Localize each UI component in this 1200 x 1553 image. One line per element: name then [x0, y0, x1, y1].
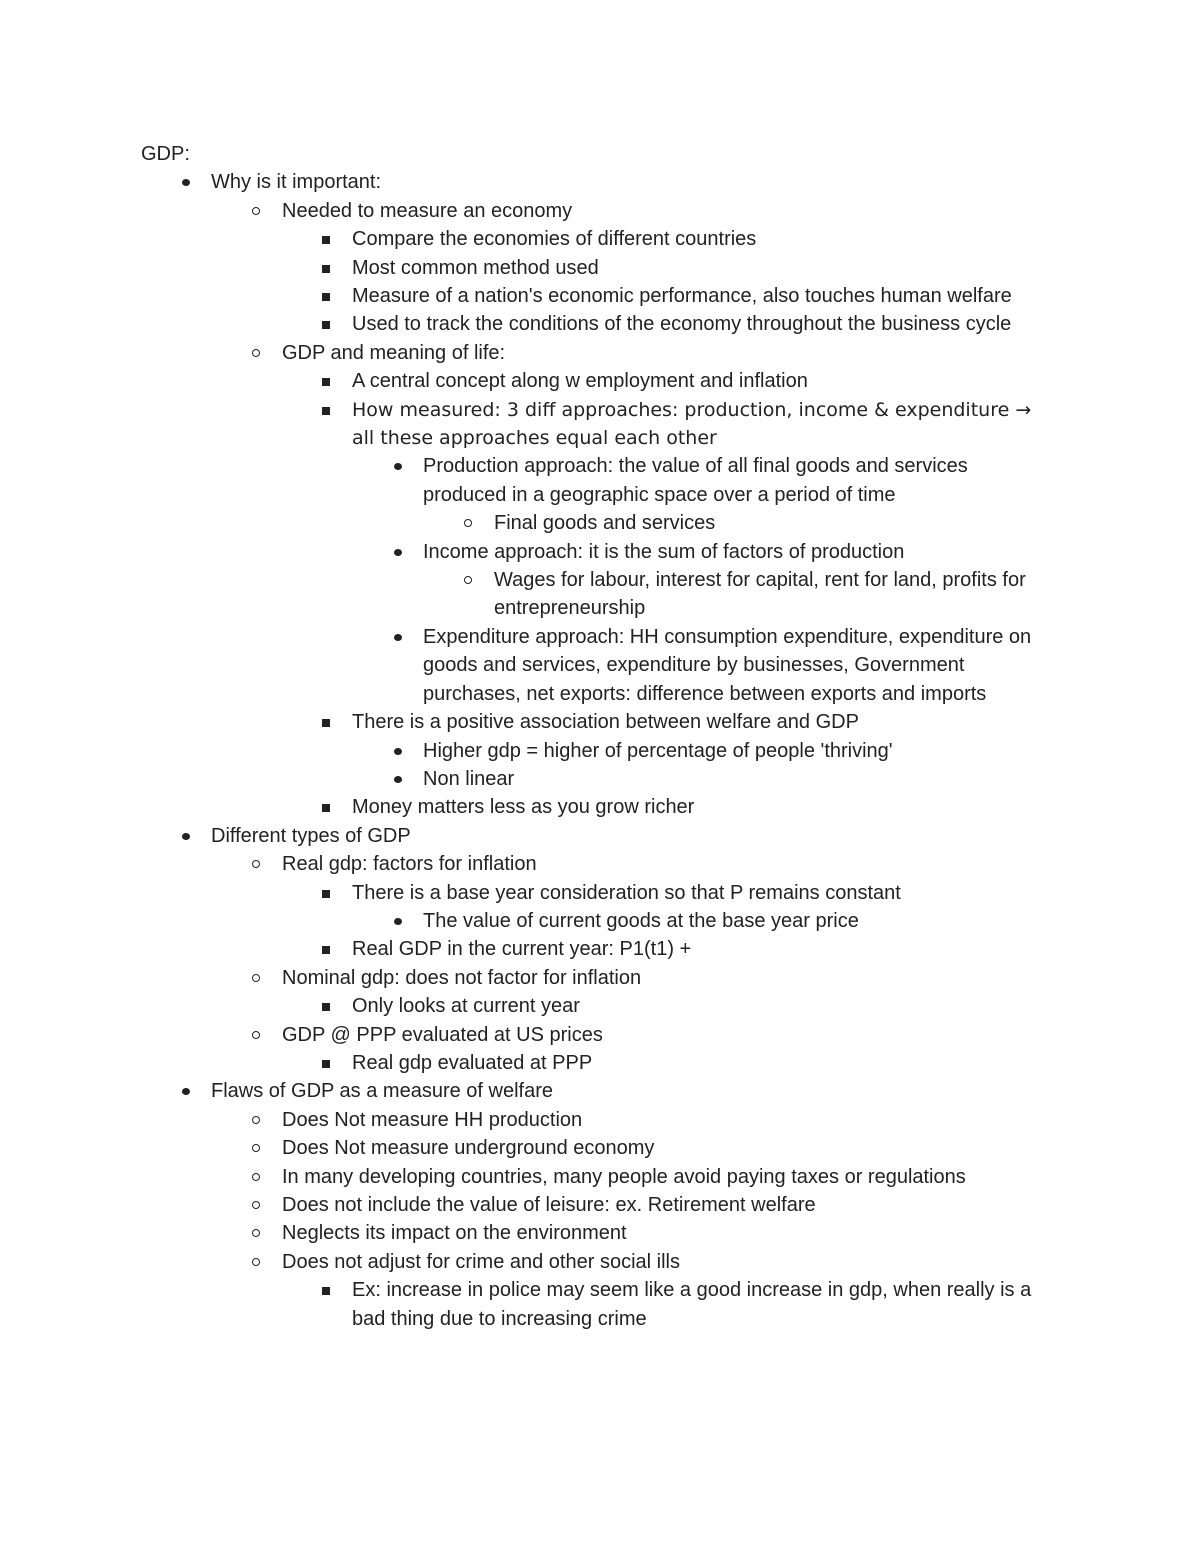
list-item: [352, 935, 1052, 963]
list-item: [423, 907, 1053, 935]
list-item-text: There is a base year consideration so that P remains constant: [352, 881, 901, 904]
list-item-text: Measure of a nation's economic performance, also touches human welfare: [352, 285, 1012, 308]
document-title: GDP:: [141, 143, 190, 165]
list-item: [282, 1163, 1052, 1191]
bullet-list: [0, 168, 1200, 1333]
square-bullet-icon: [317, 1276, 337, 1304]
list-item: [282, 964, 1052, 992]
circle-bullet-icon: [247, 850, 267, 878]
list-item: [282, 1106, 1052, 1134]
list-item-text: Why is it important:: [211, 171, 382, 194]
list-item: [282, 1134, 1052, 1162]
list-item: [282, 1248, 1052, 1276]
disc-bullet-icon: [176, 168, 196, 196]
list-item-text: GDP @ PPP evaluated at US prices: [282, 1023, 603, 1046]
list-item: [282, 339, 1052, 367]
square-bullet-icon: [317, 310, 337, 338]
list-item: [211, 1077, 1051, 1105]
list-item: [423, 765, 1053, 793]
list-item-text: How measured: 3 diff approaches: production, income & expenditure → all these approaches equal each other: [352, 398, 1032, 450]
circle-bullet-icon: [247, 197, 267, 225]
list-item-text: Real GDP in the current year: P1(t1) +: [352, 938, 692, 961]
list-item: [423, 538, 1053, 566]
list-item-text: Real gdp: factors for inflation: [282, 853, 537, 876]
list-item: [352, 992, 1052, 1020]
list-item-text: Higher gdp = higher of percentage of people 'thriving': [423, 739, 893, 762]
square-bullet-icon: [317, 396, 337, 424]
list-item: [211, 822, 1051, 850]
circle-bullet-icon: [247, 1106, 267, 1134]
list-item-text: Flaws of GDP as a measure of welfare: [211, 1080, 553, 1103]
list-item-text: Used to track the conditions of the economy throughout the business cycle: [352, 313, 1012, 336]
list-item-text: Money matters less as you grow richer: [352, 796, 695, 819]
circle-bullet-icon: [247, 339, 267, 367]
circle-bullet-icon: [247, 1021, 267, 1049]
disc-bullet-icon: [388, 765, 408, 793]
square-bullet-icon: [317, 793, 337, 821]
list-item-text: Non linear: [423, 767, 515, 790]
square-bullet-icon: [317, 992, 337, 1020]
list-item-text: Only looks at current year: [352, 995, 580, 1018]
list-item: [352, 282, 1052, 310]
list-item-text: Neglects its impact on the environment: [282, 1222, 627, 1245]
circle-bullet-icon: [459, 566, 479, 594]
circle-bullet-icon: [247, 964, 267, 992]
disc-bullet-icon: [176, 1077, 196, 1105]
square-bullet-icon: [317, 1049, 337, 1077]
disc-bullet-icon: [388, 623, 408, 651]
list-item: [494, 509, 1054, 537]
list-item-text: Does not include the value of leisure: ex. Retirement welfare: [282, 1194, 816, 1217]
list-item-text: Expenditure approach: HH consumption expenditure, expenditure on goods and services, expenditure by businesses, Government purchases, net exports: difference between exports and imports: [423, 625, 1032, 705]
disc-bullet-icon: [176, 822, 196, 850]
list-item: [494, 566, 1054, 623]
circle-bullet-icon: [459, 509, 479, 537]
square-bullet-icon: [317, 225, 337, 253]
list-item: [352, 396, 1052, 453]
square-bullet-icon: [317, 935, 337, 963]
disc-bullet-icon: [388, 907, 408, 935]
list-item-text: GDP and meaning of life:: [282, 341, 506, 364]
list-item-text: Different types of GDP: [211, 824, 411, 847]
list-item-text: Needed to measure an economy: [282, 199, 573, 222]
list-item: [211, 168, 1051, 196]
list-item: [282, 1191, 1052, 1219]
circle-bullet-icon: [247, 1248, 267, 1276]
list-item: [352, 367, 1052, 395]
list-item-text: Final goods and services: [494, 512, 716, 535]
list-item-text: Does not adjust for crime and other social ills: [282, 1250, 680, 1273]
list-item-text: Nominal gdp: does not factor for inflation: [282, 966, 642, 989]
disc-bullet-icon: [388, 538, 408, 566]
list-item: [423, 737, 1053, 765]
list-item-text: Real gdp evaluated at PPP: [352, 1051, 593, 1074]
list-item: [352, 793, 1052, 821]
square-bullet-icon: [317, 879, 337, 907]
list-item: [282, 850, 1052, 878]
list-item-text: In many developing countries, many people avoid paying taxes or regulations: [282, 1165, 966, 1188]
list-item-text: Income approach: it is the sum of factors of production: [423, 540, 905, 563]
list-item: [352, 708, 1052, 736]
list-item: [282, 1219, 1052, 1247]
square-bullet-icon: [317, 282, 337, 310]
list-item: [352, 254, 1052, 282]
list-item: [423, 623, 1053, 708]
list-item: [282, 197, 1052, 225]
list-item: [352, 225, 1052, 253]
circle-bullet-icon: [247, 1191, 267, 1219]
list-item: [352, 310, 1052, 338]
list-item-text: Does Not measure HH production: [282, 1108, 583, 1131]
square-bullet-icon: [317, 708, 337, 736]
list-item: [352, 1276, 1052, 1333]
list-item-text: Most common method used: [352, 256, 599, 279]
list-item-text: Does Not measure underground economy: [282, 1137, 655, 1160]
list-item: [352, 1049, 1052, 1077]
list-item: [282, 1021, 1052, 1049]
list-item-text: There is a positive association between welfare and GDP: [352, 711, 859, 734]
list-item-text: Compare the economies of different countries: [352, 228, 757, 251]
list-item-text: The value of current goods at the base year price: [423, 909, 859, 932]
list-item-text: Production approach: the value of all final goods and services produced in a geographic space over a period of time: [423, 455, 968, 506]
disc-bullet-icon: [388, 452, 408, 480]
square-bullet-icon: [317, 254, 337, 282]
square-bullet-icon: [317, 367, 337, 395]
circle-bullet-icon: [247, 1134, 267, 1162]
list-item: [352, 879, 1052, 907]
list-item-text: Ex: increase in police may seem like a good increase in gdp, when really is a bad thing due to increasing crime: [352, 1279, 1032, 1330]
list-item: [423, 452, 1053, 509]
list-item-text: Wages for labour, interest for capital, rent for land, profits for entrepreneurship: [494, 569, 1026, 620]
disc-bullet-icon: [388, 737, 408, 765]
list-item-text: A central concept along w employment and inflation: [352, 370, 808, 393]
circle-bullet-icon: [247, 1163, 267, 1191]
circle-bullet-icon: [247, 1219, 267, 1247]
